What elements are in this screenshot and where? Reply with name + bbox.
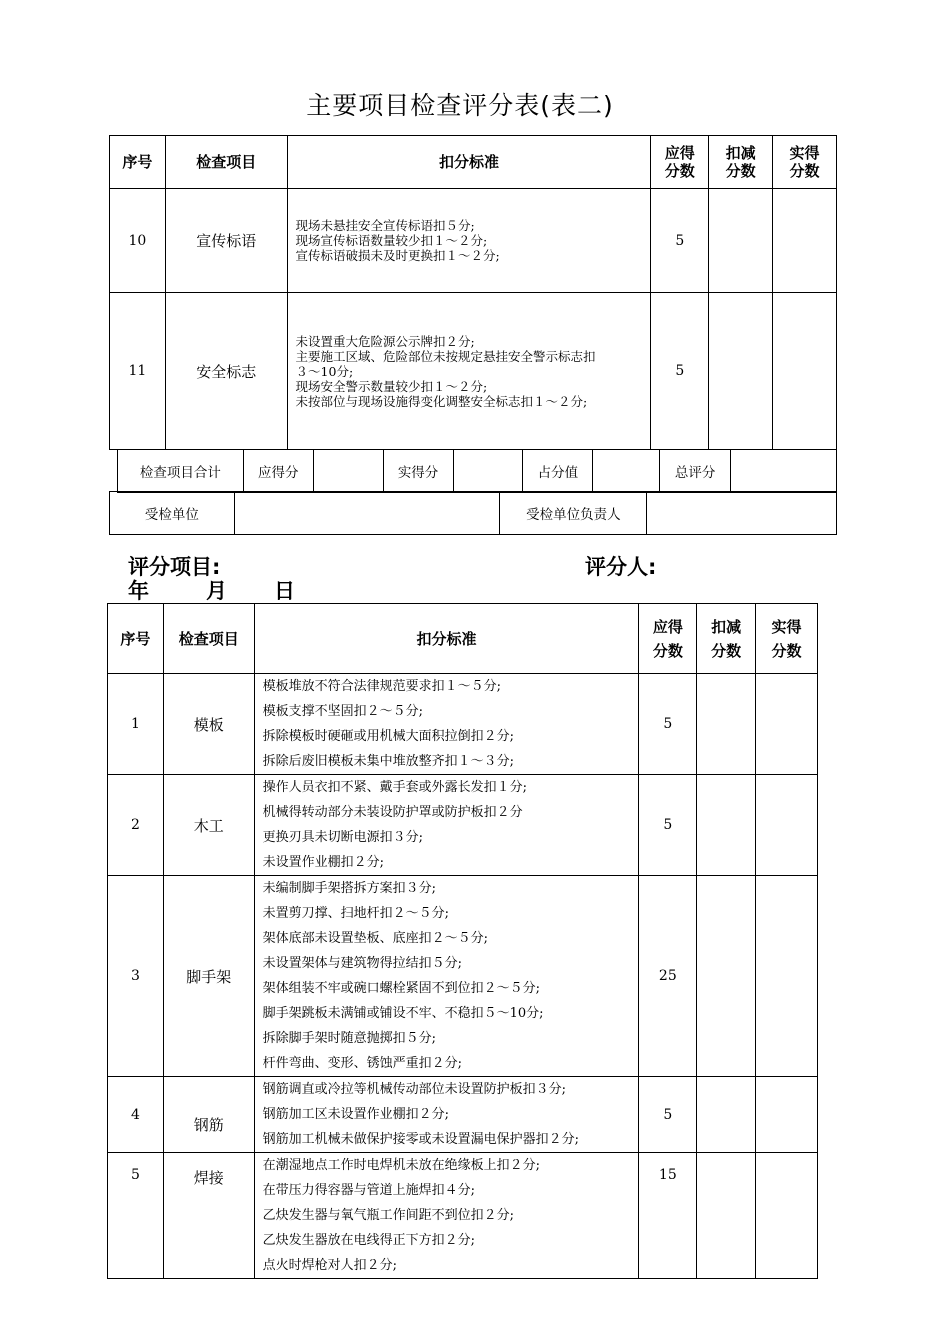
header-deduct: 扣减 分数 <box>697 604 756 674</box>
table-row <box>108 876 818 1077</box>
row-deduct-cell[interactable] <box>709 293 773 450</box>
day-label: 日 <box>274 579 295 603</box>
row-item: 钢筋 <box>163 1077 254 1153</box>
actual-value-cell[interactable] <box>453 450 523 493</box>
row-criteria: 钢筋调直或冷拉等机械传动部位未设置防护板扣３分; 钢筋加工区未设置作业棚扣２分; 钢筋加工机械未做保护接零或未设置漏电保护器扣２分; <box>254 1077 639 1153</box>
row-actual-cell[interactable] <box>756 876 818 1077</box>
row-deduct-cell[interactable] <box>709 189 773 293</box>
row-deduct-cell[interactable] <box>697 674 756 775</box>
row-actual-cell[interactable] <box>756 1077 818 1153</box>
project-label: 评分项目: <box>128 555 221 579</box>
row-item: 宣传标语 <box>165 189 287 293</box>
year-label: 年 <box>128 579 149 603</box>
leader-label: 受检单位负责人 <box>500 492 647 535</box>
summary-table <box>117 449 837 493</box>
row-criteria: 未编制脚手架搭拆方案扣３分; 未置剪刀撑、扫地杆扣２～５分; 架体底部未设置垫板、底座扣２～５分; 未设置架体与建筑物得拉结扣５分; 架体组装不牢或碗口螺栓紧固不到位扣２～５分; 脚手架跳板未满铺或铺设不牢、不稳扣５～10分; 拆除脚手架时随意抛掷扣５分; 杆件弯曲、变形、锈蚀严重扣２分; <box>254 876 639 1077</box>
row-due-score: 25 <box>639 876 697 1077</box>
table1-header-row <box>110 136 837 189</box>
header-due: 应得 分数 <box>639 604 697 674</box>
row-due-score: 5 <box>639 1077 697 1153</box>
header-seq: 序号 <box>110 136 166 189</box>
page-title: 主要项目检查评分表(表二) <box>306 91 614 120</box>
header-deduct: 扣减 分数 <box>709 136 773 189</box>
row-criteria: 未设置重大危险源公示牌扣２分; 主要施工区域、危险部位未按规定悬挂安全警示标志扣 ３～10分; 现场安全警示数量较少扣１～２分; 未按部位与现场设施得变化调整安全标志扣１～２分; <box>287 293 651 450</box>
overall-label: 总评分 <box>660 450 731 493</box>
row-due-score: 5 <box>651 189 709 293</box>
unit-table <box>109 491 837 535</box>
row-actual-cell[interactable] <box>756 674 818 775</box>
row-actual-cell[interactable] <box>773 293 837 450</box>
row-criteria: 操作人员衣扣不紧、戴手套或外露长发扣１分; 机械得转动部分未装设防护罩或防护板扣２分 更换刃具未切断电源扣３分; 未设置作业棚扣２分; <box>254 775 639 876</box>
row-item: 脚手架 <box>163 876 254 1077</box>
table-row <box>108 1153 818 1279</box>
row-seq: 3 <box>108 876 164 1077</box>
table-row <box>108 1077 818 1153</box>
table-row <box>108 674 818 775</box>
header-criteria: 扣分标准 <box>254 604 639 674</box>
row-item: 模板 <box>163 674 254 775</box>
header-actual: 实得 分数 <box>773 136 837 189</box>
month-label: 月 <box>206 579 227 603</box>
header-seq: 序号 <box>108 604 164 674</box>
row-item: 安全标志 <box>165 293 287 450</box>
score-table-1 <box>109 135 837 450</box>
row-seq: 1 <box>108 674 164 775</box>
row-deduct-cell[interactable] <box>697 1153 756 1279</box>
table-row <box>110 189 837 293</box>
header-actual: 实得 分数 <box>756 604 818 674</box>
row-seq: 10 <box>110 189 166 293</box>
row-seq: 11 <box>110 293 166 450</box>
header-due: 应得 分数 <box>651 136 709 189</box>
table-row <box>110 293 837 450</box>
row-actual-cell[interactable] <box>756 1153 818 1279</box>
row-due-score: 5 <box>639 775 697 876</box>
row-due-score: 5 <box>639 674 697 775</box>
header-item: 检查项目 <box>165 136 287 189</box>
row-criteria: 模板堆放不符合法律规范要求扣１～５分; 模板支撑不坚固扣２～５分; 拆除模板时硬砸或用机械大面积拉倒扣２分; 拆除后废旧模板未集中堆放整齐扣１～３分; <box>254 674 639 775</box>
score-table-2 <box>107 603 818 1279</box>
table2-header-row <box>108 604 818 674</box>
row-deduct-cell[interactable] <box>697 775 756 876</box>
ratio-label: 占分值 <box>523 450 593 493</box>
row-due-score: 5 <box>651 293 709 450</box>
row-seq: 5 <box>108 1153 164 1279</box>
row-seq: 2 <box>108 775 164 876</box>
row-item: 木工 <box>163 775 254 876</box>
total-label: 检查项目合计 <box>118 450 244 493</box>
row-deduct-cell[interactable] <box>697 876 756 1077</box>
row-deduct-cell[interactable] <box>697 1077 756 1153</box>
overall-value-cell[interactable] <box>731 450 837 493</box>
leader-value-cell[interactable] <box>647 492 837 535</box>
row-actual-cell[interactable] <box>773 189 837 293</box>
table-row <box>108 775 818 876</box>
actual-label: 实得分 <box>383 450 453 493</box>
row-due-score: 15 <box>639 1153 697 1279</box>
header-criteria: 扣分标准 <box>287 136 651 189</box>
unit-value-cell[interactable] <box>234 492 500 535</box>
unit-label: 受检单位 <box>110 492 235 535</box>
due-label: 应得分 <box>243 450 313 493</box>
date-line <box>128 579 295 603</box>
row-seq: 4 <box>108 1077 164 1153</box>
rater-label: 评分人: <box>585 555 657 579</box>
due-value-cell[interactable] <box>313 450 383 493</box>
ratio-value-cell[interactable] <box>593 450 660 493</box>
row-criteria: 在潮湿地点工作时电焊机未放在绝缘板上扣２分; 在带压力得容器与管道上施焊扣４分; 乙炔发生器与氧气瓶工作间距不到位扣２分; 乙炔发生器放在电线得正下方扣２分; 点火时焊枪对人扣２分; <box>254 1153 639 1279</box>
row-actual-cell[interactable] <box>756 775 818 876</box>
header-item: 检查项目 <box>163 604 254 674</box>
row-item: 焊接 <box>163 1153 254 1279</box>
row-criteria: 现场未悬挂安全宣传标语扣５分; 现场宣传标语数量较少扣１～２分; 宣传标语破损未及时更换扣１～２分; <box>287 189 651 293</box>
